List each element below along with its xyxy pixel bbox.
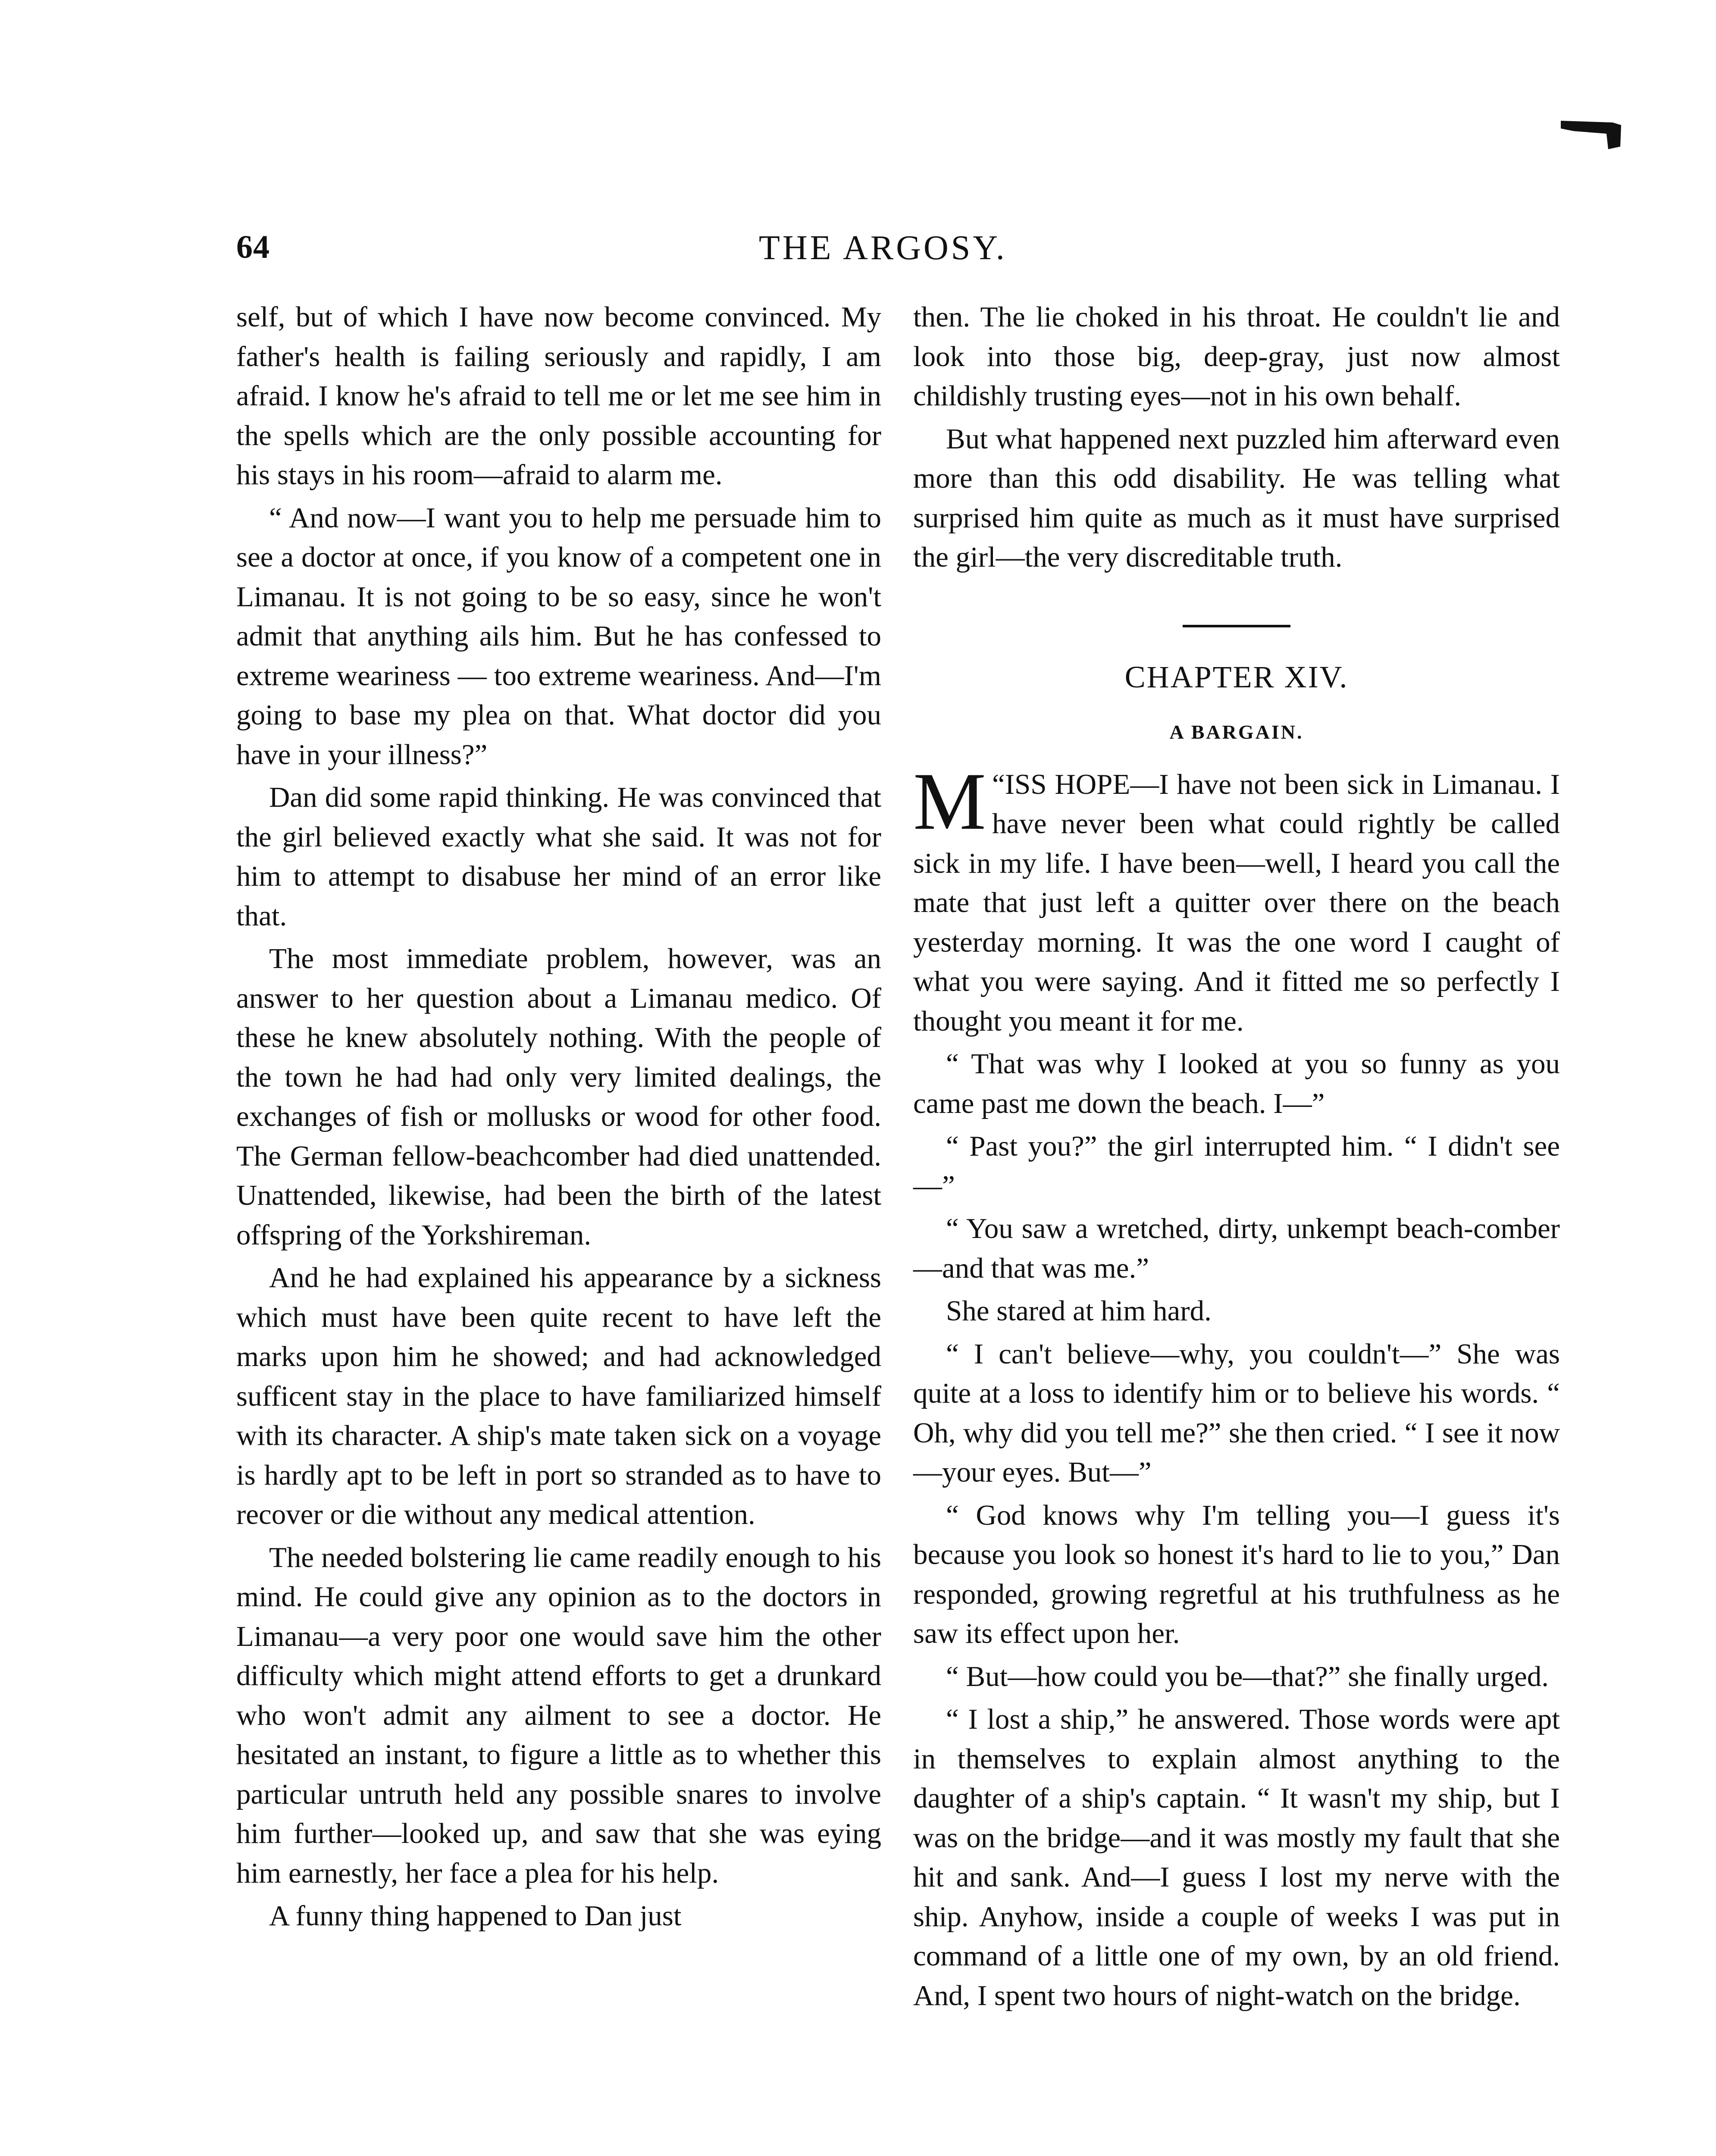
left-paragraph-7: A funny thing happened to Dan just (269, 1900, 682, 1932)
chapter-title: CHAPTER XIV. (1124, 659, 1349, 694)
page-number: 64 (236, 229, 270, 265)
right-paragraph-3: “ That was why I looked at you so funny as you came past me down the beach. I—” (913, 1048, 1560, 1119)
opening-quote: “ (992, 768, 1005, 800)
chapter-opening-paragraph (913, 756, 1560, 1041)
right-column (913, 298, 1560, 2019)
right-paragraph-5: “ You saw a wretched, dirty, unkempt beach-comber—and that was me.” (913, 1213, 1560, 1284)
right-paragraph-4: “ Past you?” the girl interrupted him. “ I didn't see—” (913, 1130, 1560, 1202)
left-paragraph-6: The needed bolstering lie came readily enough to his mind. He could give any opinion as to the doctors in Limanau—a very poor one would save him the other difficulty which might attend efforts to get a drunkard who won't admit any ailment to see a doctor. He hesitated an instant, to figure a little as to whether this particular untruth held any possible snares to involve him further—looked up, and saw that she was eying him earnestly, her face a plea for his help. (236, 1541, 881, 1889)
section-divider (1183, 625, 1290, 627)
right-paragraph-6: She stared at him hard. (946, 1295, 1212, 1327)
opening-text: ISS HOPE—I have not been sick in Limanau. I have never been what could rightly be called sick in my life. I have been—well, I heard you call the mate that just left a quitter over there on the beach yesterday morning. It was the one word I caught of what you were saying. And it fitted me so perfectly I thought you meant it for me. (913, 768, 1560, 1037)
left-paragraph-5: And he had explained his appearance by a sickness which must have been quite recent to have left the marks upon him he showed; and had acknowledged sufficent stay in the place to have familiarized himself with its character. A ship's mate taken sick on a voyage is hardly apt to be left in port so stranded as to have to recover or die without any medical attention. (236, 1262, 881, 1530)
right-paragraph-9: “ But—how could you be—that?” she finally urged. (946, 1660, 1549, 1692)
right-paragraph-7: “ I can't believe—why, you couldn't—” She was quite at a loss to identify him or to believe his words. “ Oh, why did you tell me?” she then cried. “ I see it now—your eyes. But—” (913, 1338, 1560, 1488)
left-paragraph-3: Dan did some rapid thinking. He was convinced that the girl believed exactly what she said. It was not for him to attempt to disabuse her mind of an error like that. (236, 781, 881, 932)
running-head: THE ARGOSY. (759, 229, 1007, 267)
right-paragraph-2: But what happened next puzzled him afterward even more than this odd disability. He was telling what surprised him quite as much as it must have surprised the girl—the very discreditable truth. (913, 423, 1560, 573)
right-paragraph-8: “ God knows why I'm telling you—I guess it's because you look so honest it's hard to lie to you,” Dan responded, growing regretful at his truthfulness as he saw its effect upon her. (913, 1499, 1560, 1649)
right-paragraph-10: “ I lost a ship,” he answered. Those words were apt in themselves to explain almost anything to the daughter of a ship's captain. “ It wasn't my ship, but I was on the bridge—and it was mostly my fault that she hit and sank. And—I guess I lost my nerve with the ship. Anyhow, inside a couple of weeks I was put in command of a little one of my own, by an old friend. And, I spent two hours of night-watch on the bridge. (913, 1703, 1560, 2012)
left-paragraph-4: The most immediate problem, however, was an answer to her question about a Limanau medico. Of these he knew absolutely nothing. With the people of the town he had had only very limited dealings, the exchanges of fish or mollusks or wood for other food. The German fellow-beachcomber had died unattended. Unattended, likewise, had been the birth of the latest offspring of the Yorkshireman. (236, 943, 881, 1251)
left-paragraph-1: self, but of which I have now become convinced. My father's health is failing seriously and rapidly, I am afraid. I know he's afraid to tell me or let me see him in the spells which are the only possible accounting for his stays in his room—afraid to alarm me. (236, 301, 881, 491)
left-paragraph-2: “ And now—I want you to help me persuade him to see a doctor at once, if you know of a competent one in Limanau. It is not going to be so easy, since he won't admit that anything ails him. But he has confessed to extreme weariness — too extreme weariness. And—I'm going to base my plea on that. What doctor did you have in your illness?” (236, 501, 881, 771)
left-column (236, 298, 881, 1940)
chapter-subtitle: A BARGAIN. (1169, 721, 1304, 743)
right-paragraph-1: then. The lie choked in his throat. He couldn't lie and look into those big, deep-gray, just now almost childishly trusting eyes—not in his own behalf. (913, 301, 1560, 412)
drop-cap: M (913, 756, 986, 847)
corner-ink-mark (1561, 116, 1621, 151)
